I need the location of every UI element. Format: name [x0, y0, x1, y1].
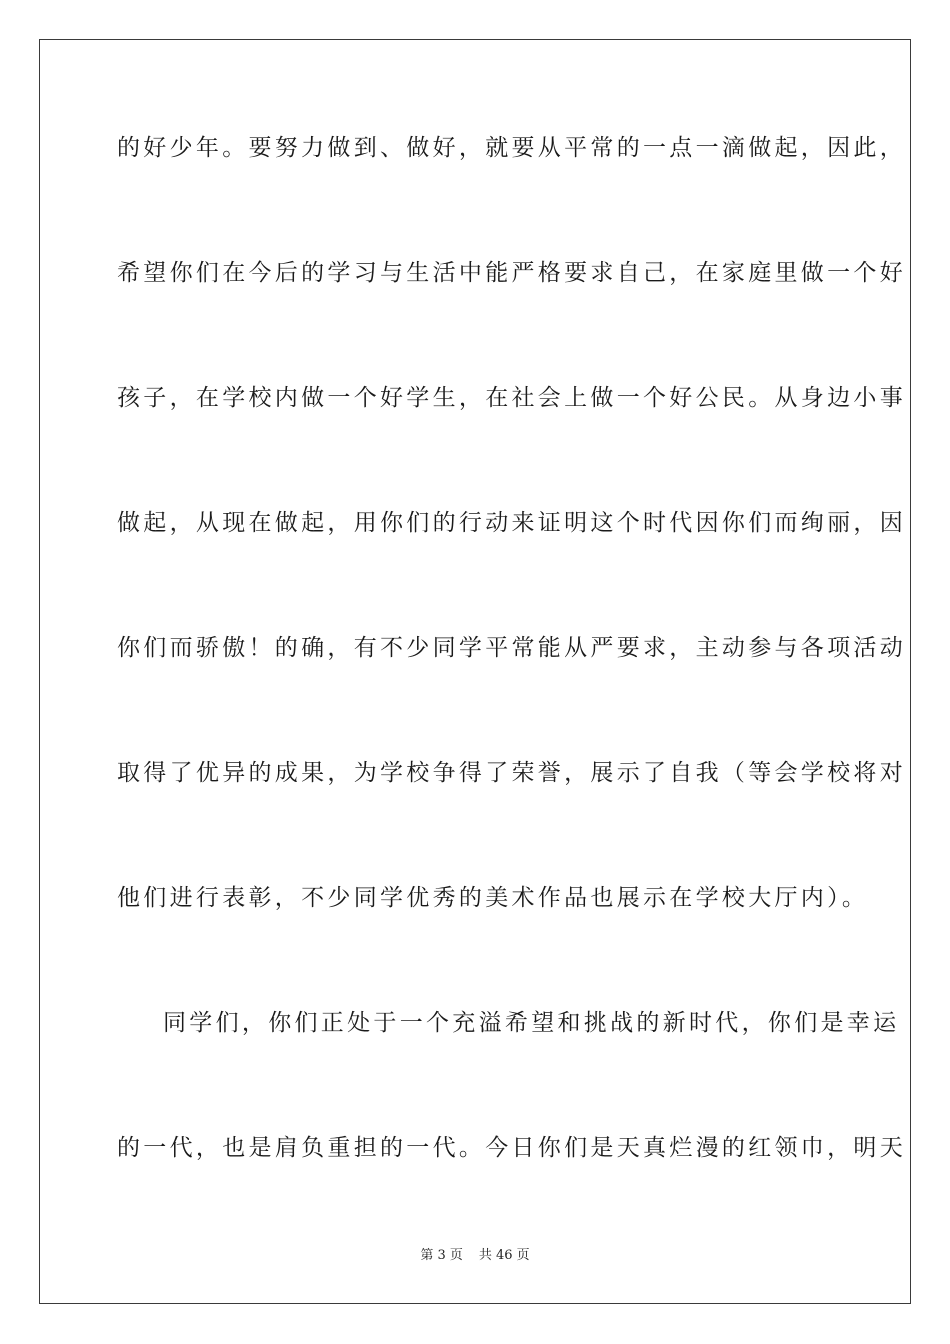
text-line: 希望你们在今后的学习与生活中能严格要求自己，在家庭里做一个好: [117, 260, 906, 286]
text-line: 的好少年。要努力做到、做好，就要从平常的一点一滴做起，因此，: [117, 135, 906, 161]
text-line: 做起，从现在做起，用你们的行动来证明这个时代因你们而绚丽，因: [117, 510, 906, 536]
total-pages: 共 46 页: [478, 1248, 530, 1263]
page-number: 第 3 页: [420, 1248, 463, 1263]
text-line: 他们进行表彰，不少同学优秀的美术作品也展示在学校大厅内）。: [117, 885, 869, 911]
text-line: 取得了优异的成果，为学校争得了荣誉，展示了自我（等会学校将对: [117, 760, 906, 786]
page-footer: [0, 1248, 950, 1264]
paragraph-start-line: 同学们，你们正处于一个充溢希望和挑战的新时代，你们是幸运: [163, 1010, 900, 1036]
text-line: 孩子，在学校内做一个好学生，在社会上做一个好公民。从身边小事: [117, 385, 906, 411]
text-line: 的一代，也是肩负重担的一代。今日你们是天真烂漫的红领巾，明天: [117, 1135, 906, 1161]
page-border: [39, 39, 911, 1304]
text-line: 你们而骄傲！的确，有不少同学平常能从严要求，主动参与各项活动: [117, 635, 906, 661]
